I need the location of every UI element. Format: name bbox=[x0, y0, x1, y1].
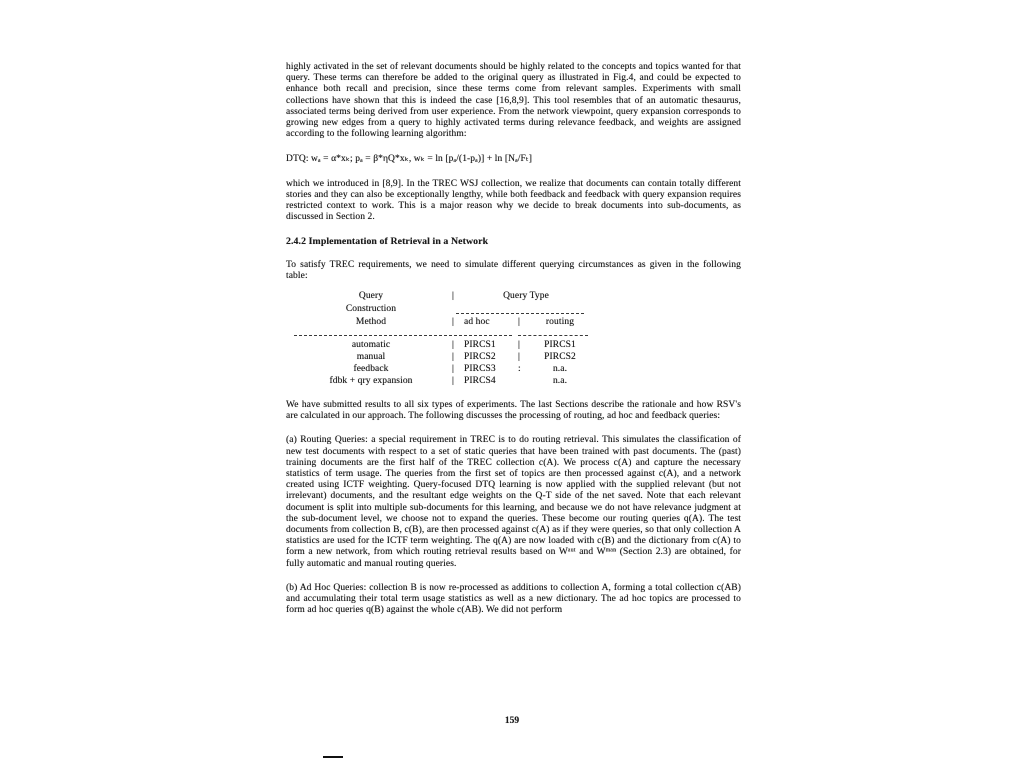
table-header-query-type: Query Type bbox=[503, 291, 549, 302]
table-cell-adhoc: PIRCS3 bbox=[464, 364, 496, 375]
table-separator: | bbox=[452, 317, 455, 328]
table-separator: | bbox=[518, 317, 521, 328]
table-cell-routing: n.a. bbox=[552, 376, 568, 387]
table-separator: : bbox=[518, 364, 521, 375]
table-cell-adhoc: PIRCS1 bbox=[464, 340, 496, 351]
table-cell-label: feedback bbox=[353, 364, 389, 375]
table-subheader-rule bbox=[456, 313, 584, 314]
text-block bbox=[286, 62, 741, 617]
table-cell-adhoc: PIRCS2 bbox=[464, 352, 496, 363]
table-separator: | bbox=[518, 340, 521, 351]
paragraph-adhoc-queries: (b) Ad Hoc Queries: collection B is now re-processed as additions to collection A, forming a total collection c(AB) and accumulating their total term usage statistics as well as a new dictionary. The ad hoc topics are processed to form ad hoc queries q(B) against the whole c(AB). We did not perform bbox=[286, 582, 741, 616]
table-cell-label: automatic bbox=[351, 340, 391, 351]
table-rule-right bbox=[518, 335, 588, 336]
table-subheader-routing: routing bbox=[545, 317, 575, 328]
formula-dtq-learning: DTQ: wₐ = α*xₖ; pₐ = β*ηQ*xₖ, wₖ = ln [pₐ/(1-pₐ)] + ln [Nₐ/Fₜ] bbox=[286, 154, 533, 165]
table-header-row-2 bbox=[296, 304, 596, 317]
table-cell-label: fdbk + qry expansion bbox=[329, 376, 413, 387]
table-separator: | bbox=[452, 340, 455, 351]
paragraph-intro: highly activated in the set of relevant documents should be highly related to the concepts and topics wanted for that query. These terms can therefore be added to the original query as illustrated in Fig.4, and could be expected to enhance both recall and precision, since these terms come from relevant samples. Experiments with small collections have shown that this is indeed the case [16,8,9]. This tool resembles that of an automatic thesaurus, associated terms being derived from user experience. From the network viewpoint, query expansion corresponds to growing new edges from a query to highly activated terms during relevance feedback, and weights are assigned according to the following learning algorithm: bbox=[286, 62, 741, 140]
table-header-construction: Construction bbox=[345, 304, 397, 315]
footer-mark-line bbox=[323, 756, 343, 758]
table-cell-label: manual bbox=[356, 352, 386, 363]
paragraph-subdocuments: which we introduced in [8,9]. In the TREC WSJ collection, we realize that documents can contain totally different stories and they can also be exceptionally lengthy, while both feedback and feedback with query expansion requires restricted context to work. This is a major reason why we decide to break documents into sub-documents, as discussed in Section 2. bbox=[286, 178, 741, 223]
page-number: 159 bbox=[504, 716, 520, 726]
table-separator: | bbox=[452, 291, 455, 302]
table-subheader-adhoc: ad hoc bbox=[464, 317, 490, 328]
table-row bbox=[296, 352, 596, 364]
query-type-table bbox=[296, 291, 596, 388]
table-cell-routing: PIRCS2 bbox=[544, 352, 576, 363]
table-header-row-3 bbox=[296, 317, 596, 330]
table-row bbox=[296, 376, 596, 388]
table-header-query: Query bbox=[358, 291, 384, 302]
table-separator: | bbox=[518, 352, 521, 363]
section-heading-242: 2.4.2 Implementation of Retrieval in a Network bbox=[286, 236, 489, 248]
table-separator: | bbox=[452, 352, 455, 363]
table-cell-routing: PIRCS1 bbox=[544, 340, 576, 351]
table-cell-routing: n.a. bbox=[552, 364, 568, 375]
table-row bbox=[296, 364, 596, 376]
paragraph-submitted-results: We have submitted results to all six types of experiments. The last Sections describe the rationale and how RSV's are calculated in our approach. The following discusses the processing of routing, ad hoc and feedback queries: bbox=[286, 400, 741, 422]
paragraph-table-intro: To satisfy TREC requirements, we need to simulate different querying circumstances as given in the following table: bbox=[286, 259, 741, 281]
table-rule-row bbox=[296, 330, 596, 340]
table-rule-left bbox=[294, 335, 512, 336]
table-row bbox=[296, 340, 596, 352]
table-header-method: Method bbox=[355, 317, 387, 328]
paragraph-routing-queries: (a) Routing Queries: a special requirement in TREC is to do routing retrieval. This simulates the classification of new test documents with respect to a set of static queries that have been trained with past documents. The (past) training documents are the first half of the TREC collection c(A). We process c(A) and capture the necessary statistics of term usage. The queries from the first set of topics are then processed against c(A), and a network created using ICTF weighting. Query-focused DTQ learning is now applied with the supplied relevant (but not irrelevant) documents, and the resultant edge weights on the Q-T side of the net saved. Note that each relevant document is split into multiple sub-documents for this learning, and because we do not have relevance judgment at the sub-document level, we choose not to expand the queries. These become our routing queries q(A). The test documents from collection B, c(B), are then processed against c(A) as if they were queries, so that only collection A statistics are used for the ICTF term weighting. The q(A) are now loaded with c(B) and the dictionary from c(A) to form a new network, from which routing retrieval results based on Wᵃᵘᵗ and Wᵐᵃⁿ (Section 2.3) are obtained, for fully automatic and manual routing queries. bbox=[286, 435, 741, 569]
table-header-row-1 bbox=[296, 291, 596, 304]
table-cell-adhoc: PIRCS4 bbox=[464, 376, 496, 387]
table-separator: | bbox=[452, 364, 455, 375]
table-separator: | bbox=[452, 376, 455, 387]
